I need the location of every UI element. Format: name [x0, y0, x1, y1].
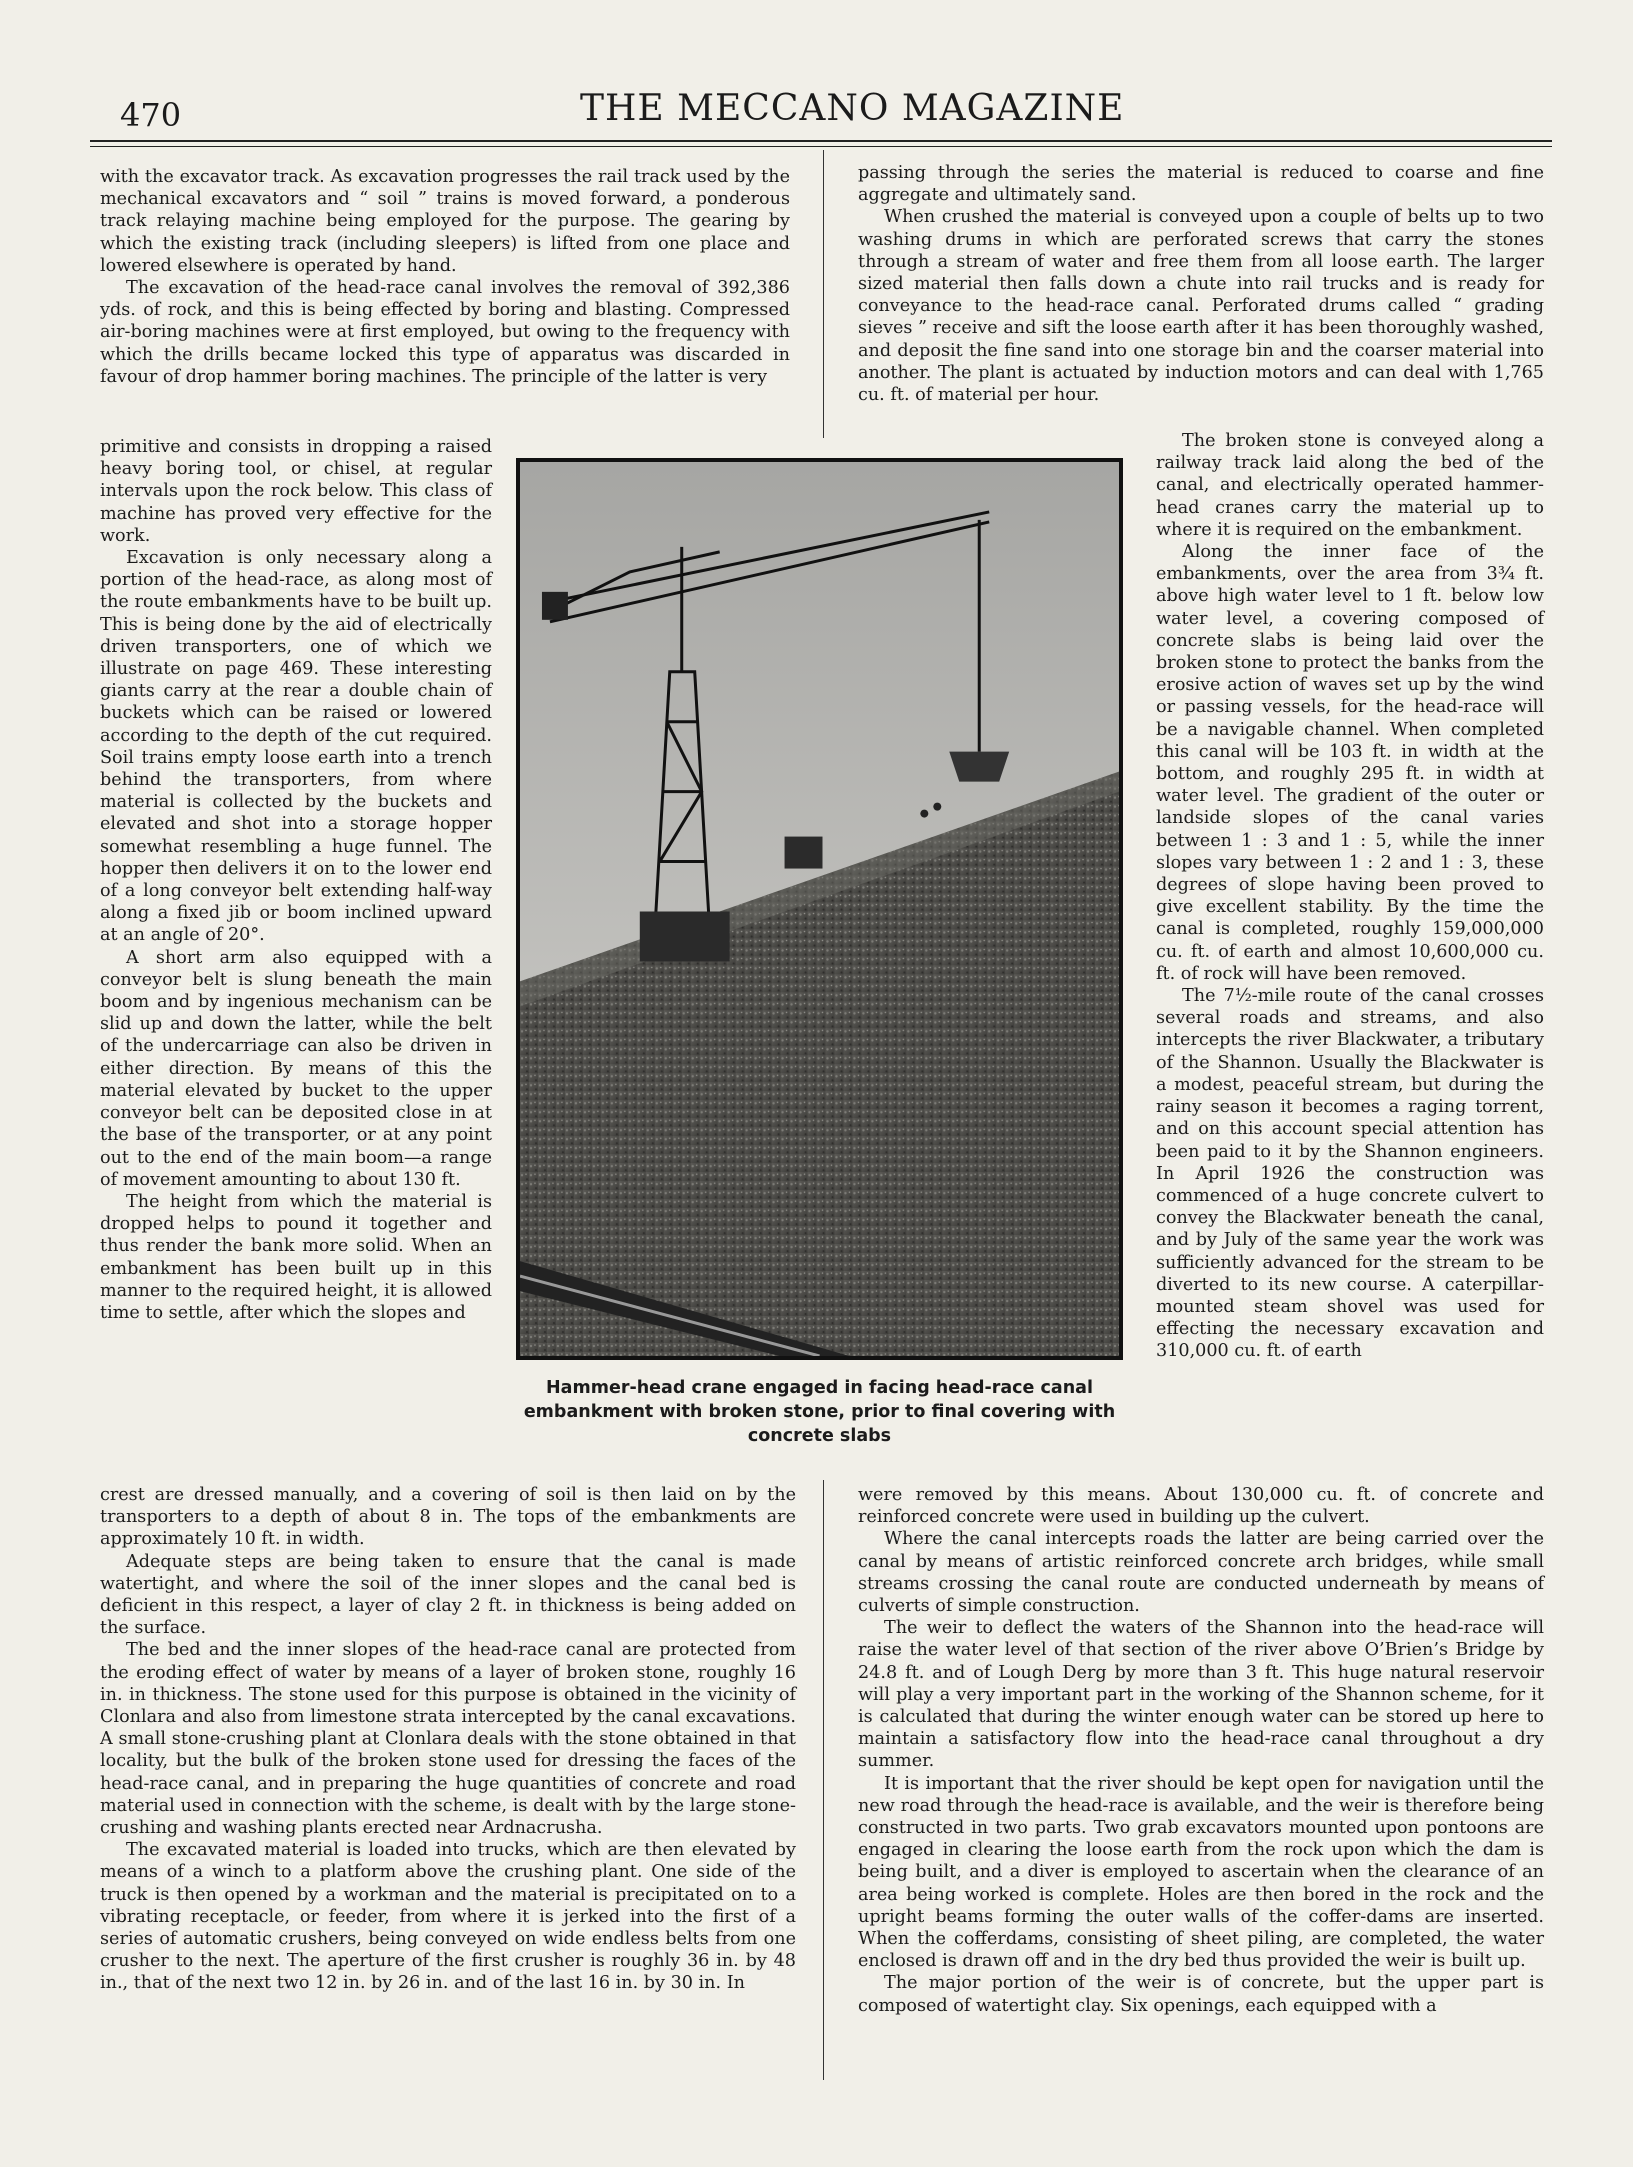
- paragraph: The excavation of the head-race canal involves the removal of 392,386 yds. of rock, and this is being effected by boring and blasting. Compressed air-boring machines were at first employed, but owing to the frequency with which the drills became locked this type of apparatus was discarded in favour of drop hammer boring machines. The principle of the latter is very: [100, 278, 790, 387]
- paragraph: The major portion of the weir is of concrete, but the upper part is composed of watertight clay. Six openings, each equipped with a: [858, 1973, 1544, 2016]
- paragraph: Adequate steps are being taken to ensure that the canal is made watertight, and where the soil of the inner slopes and the canal bed is deficient in this respect, a layer of clay 2 ft. in thickness is being added on the surface.: [100, 1551, 796, 1639]
- paragraph: A short arm also equipped with a conveyor belt is slung beneath the main boom and by ingenious mechanism can be slid up and down the latter, while the belt of the undercarriage can also be driven in either direction. By means of this the material elevated by bucket to the upper conveyor belt can be deposited close in at the base of the transporter, or at any point out to the end of the main boom—a range of movement amounting to about 130 ft.: [100, 947, 492, 1190]
- paragraph: Along the inner face of the embankments, over the area from 3¾ ft. above high water level to 1 ft. below low water level, a covering composed of concrete slabs is being laid over the broken stone to protect the banks from the erosive action of waves set up by the wind or passing vessels, for the head-race will be a navigable channel. When completed this canal will be 103 ft. in width at the bottom, and roughly 295 ft. in width at water level. The gradient of the outer or landside slopes of the canal varies between 1 : 3 and 1 : 5, while the inner slopes vary between 1 : 2 and 1 : 3, these degrees of slope having been proved to give excellent stability. By the time the canal is completed, roughly 159,000,000 cu. ft. of earth and almost 10,600,000 cu. ft. of rock will have been removed.: [1156, 542, 1544, 984]
- right-column-narrow: [1156, 430, 1544, 1363]
- right-column-bottom: [858, 1484, 1544, 2017]
- paragraph: The 7½-mile route of the canal crosses several roads and streams, and also intercepts the river Blackwater, a tributary of the Shannon. Usually the Blackwater is a modest, peaceful stream, but during the rainy season it becomes a raging torrent, and on this account special attention has been paid to it by the Shannon engineers. In April 1926 the construction was commenced of a huge concrete culvert to convey the Blackwater beneath the canal, and by July of the same year the work was sufficiently advanced for the stream to be diverted to its new course. A caterpillar-mounted steam shovel was used for effecting the necessary excavation and 310,000 cu. ft. of earth: [1156, 986, 1544, 1362]
- column-divider-top: [823, 150, 824, 438]
- paragraph: passing through the series the material is reduced to coarse and fine aggregate and ultimately sand.: [858, 163, 1544, 206]
- paragraph: The weir to deflect the waters of the Shannon into the head-race will raise the water level of that section of the river above O’Brien’s Bridge by 24.8 ft. and of Lough Derg by more than 3 ft. This huge natural reservoir will play a very important part in the working of the Shannon scheme, for it is calculated that during the winter enough water can be stored up here to maintain a satisfactory flow into the head-race canal throughout a dry summer.: [858, 1618, 1544, 1772]
- paragraph: were removed by this means. About 130,000 cu. ft. of concrete and reinforced concrete were used in building up the culvert.: [858, 1485, 1544, 1528]
- left-column-narrow: [100, 436, 492, 1324]
- paragraph: Excavation is only necessary along a portion of the head-race, as along most of the route embankments have to be built up. This is being done by the aid of electrically driven transporters, one of which we illustrate on page 469. These interesting giants carry at the rear a double chain of buckets which can be raised or lowered according to the depth of the cut required. Soil trains empty loose earth into a trench behind the transporters, from where material is collected by the buckets and elevated and shot into a storage hopper somewhat resembling a huge funnel. The hopper then delivers it on to the lower end of a long conveyor belt extending half-way along a fixed jib or boom inclined upward at an angle of 20°.: [100, 548, 492, 946]
- crane-photo: [516, 458, 1123, 1360]
- paragraph: crest are dressed manually, and a covering of soil is then laid on by the transporters to a depth of about 8 in. The tops of the embankments are approximately 10 ft. in width.: [100, 1485, 796, 1550]
- paragraph: It is important that the river should be kept open for navigation until the new road through the head-race is available, and the weir is therefore being constructed in two parts. Two grab excavators mounted upon pontoons are engaged in clearing the loose earth from the rock upon which the dam is being built, and a diver is employed to ascertain when the clearance of an area being worked is complete. Holes are then bored in the rock and the upright beams forming the outer walls of the coffer-dams are inserted. When the cofferdams, consisting of sheet piling, are completed, the water enclosed is drawn off and in the dry bed thus provided the weir is built up.: [858, 1773, 1544, 1972]
- column-divider-bottom: [823, 1480, 824, 2080]
- paragraph: with the excavator track. As excavation progresses the rail track used by the mechanical excavators and “ soil ” trains is moved forward, a ponderous track relaying machine being employed for the purpose. The gearing by which the existing track (including sleepers) is lifted from one place and lowered elsewhere is operated by hand.: [100, 167, 790, 276]
- paragraph: The excavated material is loaded into trucks, which are then elevated by means of a winch to a platform above the crushing plant. One side of the truck is then opened by a workman and the material is precipitated on to a vibrating receptacle, or feeder, from where it is jerked into the first of a series of automatic crushers, being conveyed on wide endless belts from one crusher to the next. The aperture of the first crusher is roughly 36 in. by 48 in., that of the next two 12 in. by 26 in. and of the last 16 in. by 30 in. In: [100, 1840, 796, 1994]
- paragraph: The bed and the inner slopes of the head-race canal are protected from the eroding effect of water by means of a layer of broken stone, roughly 16 in. in thickness. The stone used for this purpose is obtained in the vicinity of Clonlara and also from limestone strata intercepted by the canal excavations. A small stone-crushing plant at Clonlara deals with the stone obtained in that locality, but the bulk of the broken stone used for dressing the faces of the head-race canal, and in preparing the huge quantities of concrete and road material used in connection with the scheme, is dealt with by the large stone-crushing and washing plants erected near Ardnacrusha.: [100, 1640, 796, 1839]
- left-column-bottom: [100, 1484, 796, 1995]
- crane-on-embankment-photo: [520, 462, 1119, 1356]
- paragraph: The height from which the material is dropped helps to pound it together and thus render the bank more solid. When an embankment has been built up in this manner to the required height, it is allowed time to settle, after which the slopes and: [100, 1191, 492, 1323]
- header-rule-thin: [90, 146, 1552, 147]
- paragraph: The broken stone is conveyed along a railway track laid along the bed of the canal, and electrically operated hammer-head cranes carry the material up to where it is required on the embankment.: [1156, 431, 1544, 540]
- page-number: 470: [120, 96, 182, 134]
- right-column-top: [858, 162, 1544, 406]
- left-column-top: [100, 166, 790, 388]
- header-rule: [90, 140, 1552, 142]
- paragraph: When crushed the material is conveyed upon a couple of belts up to two washing drums in which are perforated screws that carry the stones through a stream of water and free them from all loose earth. The larger sized material then falls down a chute into rail trucks and is ready for conveyance to the head-race canal. Perforated drums called “ grading sieves ” receive and sift the loose earth after it has been thoroughly washed, and deposit the fine sand into one storage bin and the coarser material into another. The plant is actuated by induction motors and can deal with 1,765 cu. ft. of material per hour.: [858, 207, 1544, 406]
- paragraph: primitive and consists in dropping a raised heavy boring tool, or chisel, at regular intervals upon the rock below. This class of machine has proved very effective for the work.: [100, 437, 492, 546]
- paragraph: Where the canal intercepts roads the latter are being carried over the canal by means of artistic reinforced concrete arch bridges, while small streams crossing the canal route are conducted underneath by means of culverts of simple construction.: [858, 1529, 1544, 1617]
- magazine-title: THE MECCANO MAGAZINE: [580, 88, 1125, 129]
- photo-caption: Hammer-head crane engaged in facing head-race canal embankment with broken stone, prior to final covering with concrete slabs: [523, 1378, 1116, 1446]
